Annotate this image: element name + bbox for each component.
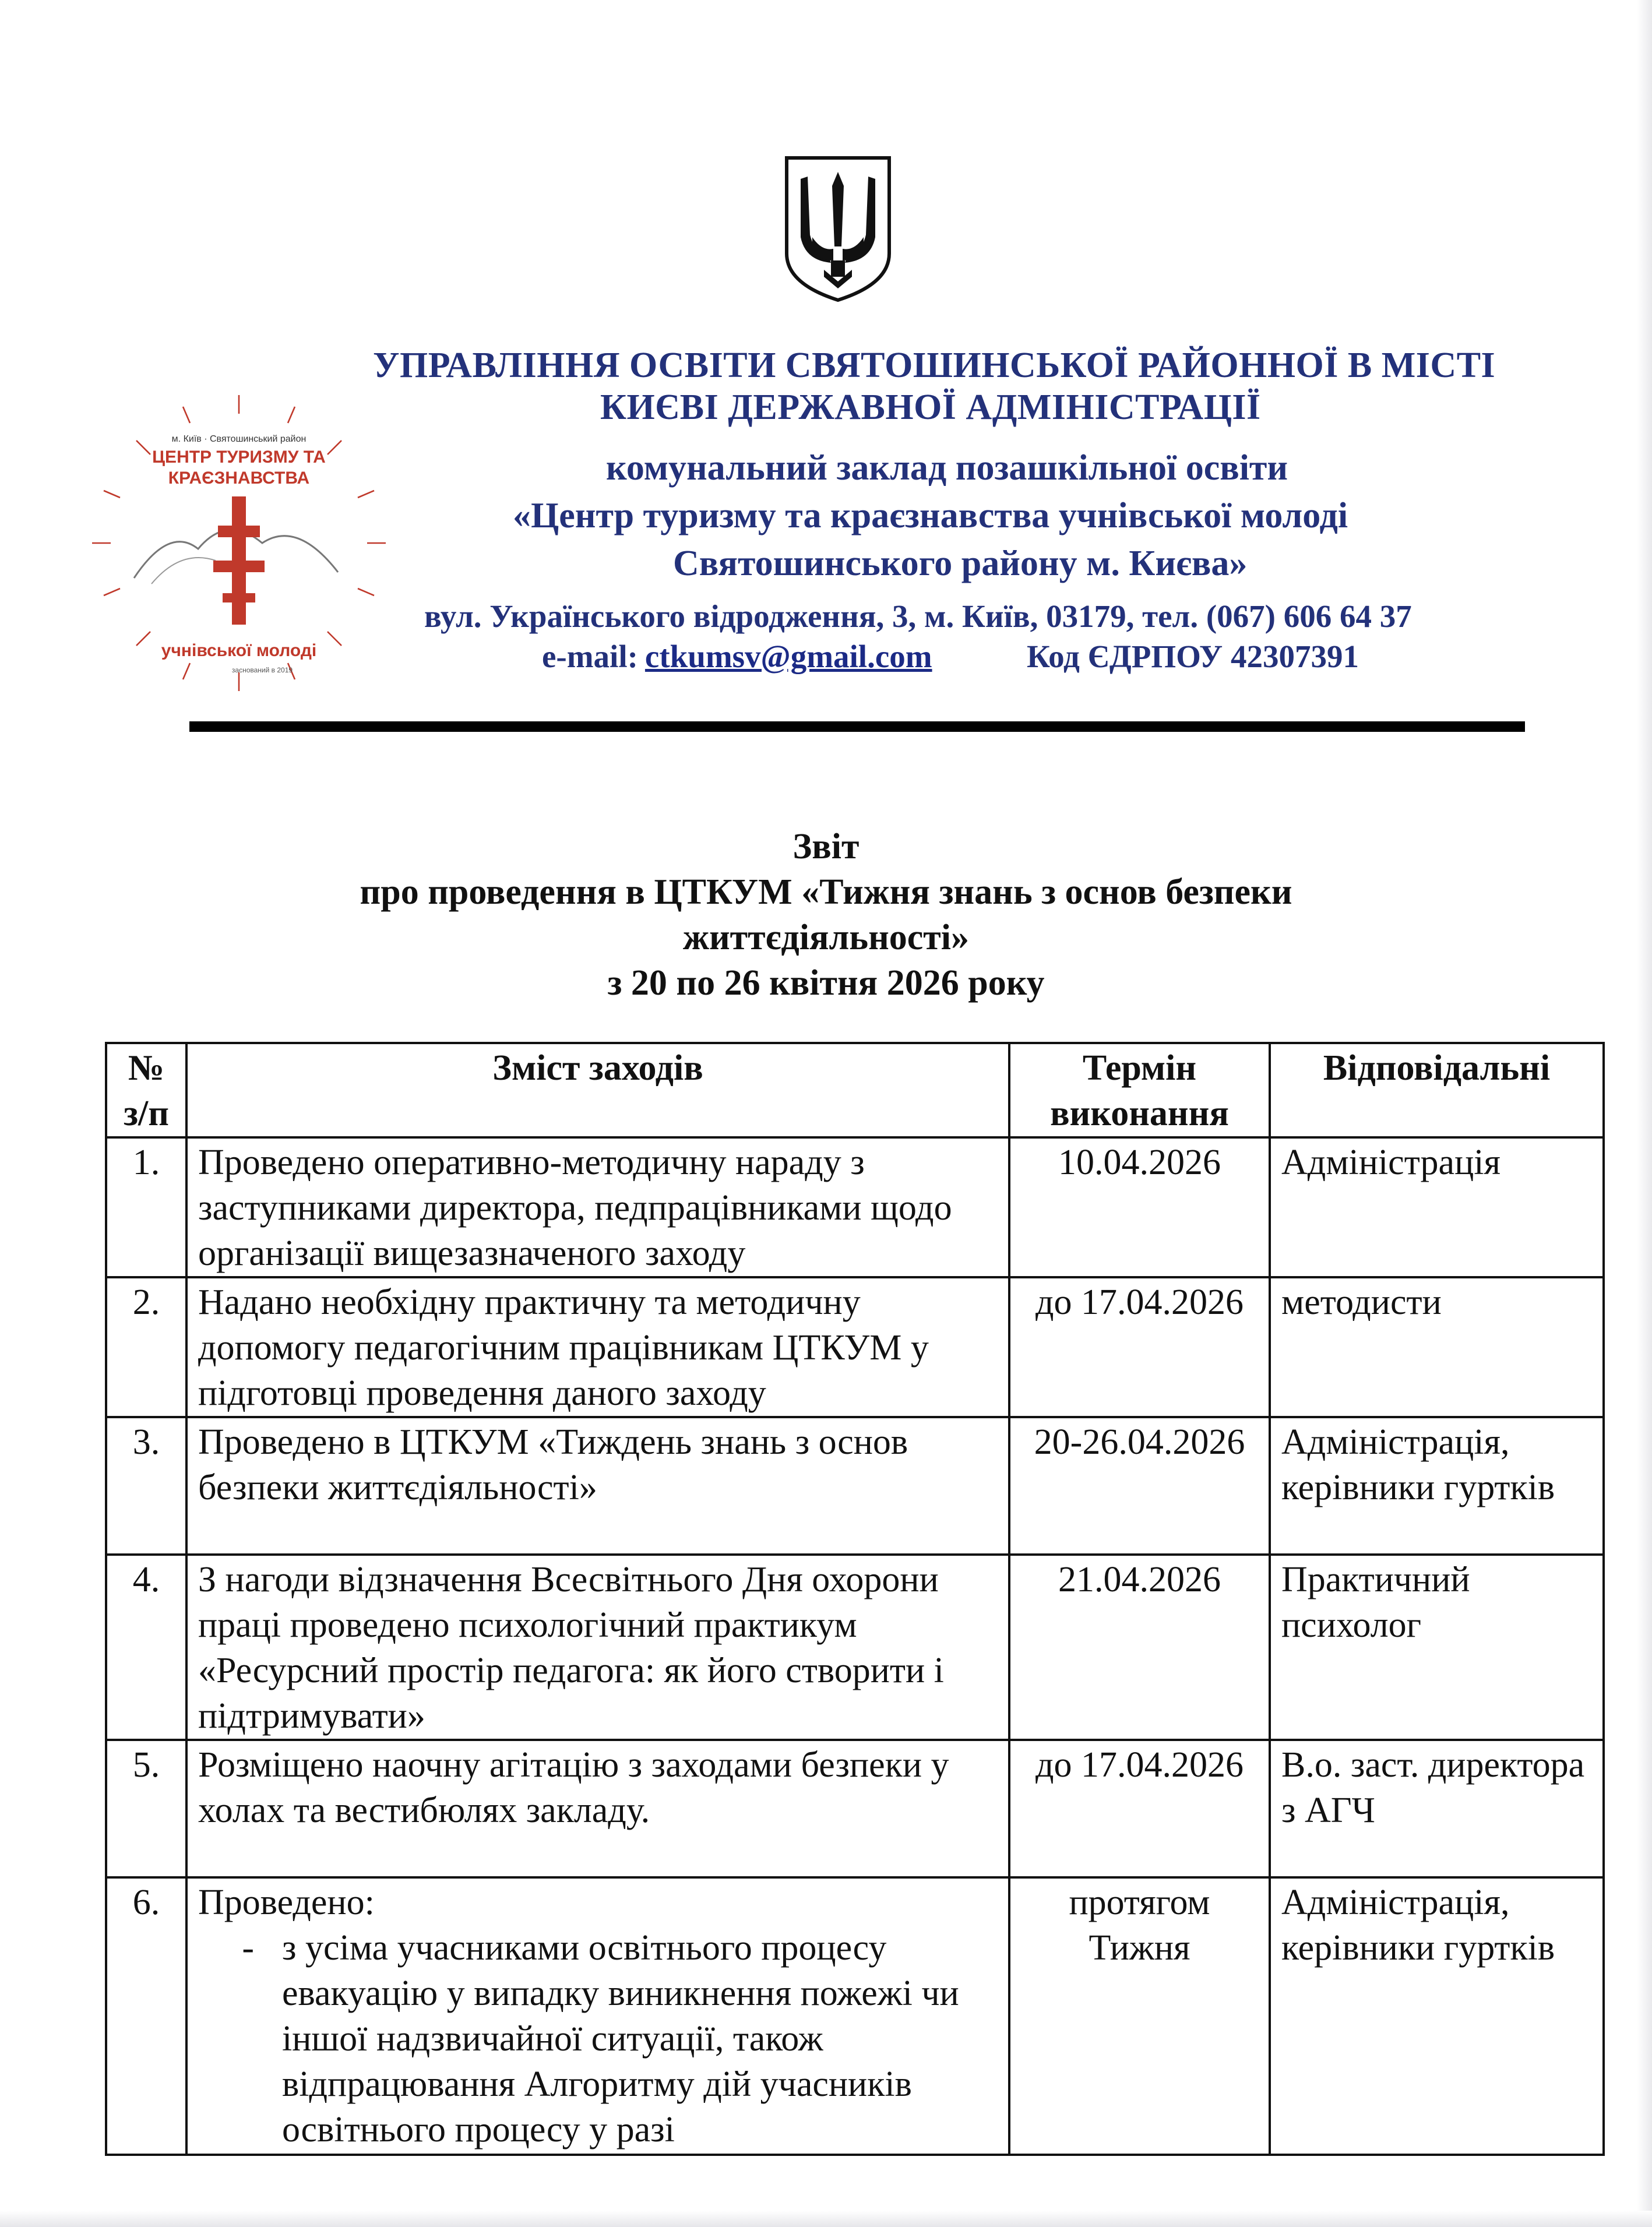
logo-bottom-text: учнівської молоді <box>161 641 317 660</box>
logo-year-text: заснований в 2019 <box>231 666 293 674</box>
row-content-intro: Проведено: <box>198 1883 375 1922</box>
institution-name-line-1: «Центр туризму та краєзнавства учнівської молоді <box>513 496 1348 535</box>
row-content <box>186 1877 1009 2155</box>
row-num: 5. <box>106 1740 186 1877</box>
report-subtitle-line-1: про проведення в ЦТКУМ «Тижня знань з основ безпеки <box>360 872 1292 912</box>
row-content: Проведено в ЦТКУМ «Тиждень знань з основ безпеки життєдіяльності» <box>186 1417 1009 1555</box>
institution-address: вул. Українського відродження, 3, м. Київ, 03179, тел. (067) 606 64 37 <box>424 598 1412 634</box>
header-divider <box>189 721 1525 732</box>
row-date: до 17.04.2026 <box>1009 1740 1270 1877</box>
edrpou-code: Код ЄДРПОУ 42307391 <box>1027 639 1359 674</box>
row-content: Розміщено наочну агітацію з заходами безпеки у холах та вестибюлях закладу. <box>186 1740 1009 1877</box>
table-row <box>106 1740 1604 1877</box>
header-content: Зміст заходів <box>186 1043 1009 1137</box>
row-content: З нагоди відзначення Всесвітнього Дня охорони праці проведено психологічний практикум «Ресурсний простір педагога: як його створити і підтримувати» <box>186 1555 1009 1740</box>
row-num: 4. <box>106 1555 186 1740</box>
logo-top-text: м. Київ · Святошинський район <box>171 434 307 444</box>
row-num: 6. <box>106 1877 186 2155</box>
row-date: 10.04.2026 <box>1009 1137 1270 1277</box>
table-row <box>106 1555 1604 1740</box>
report-title: Звіт <box>792 827 860 866</box>
row-responsible: Адміністрація, керівники гуртків <box>1270 1877 1604 2155</box>
email-link[interactable]: ctkumsv@gmail.com <box>644 639 932 674</box>
org-name-line-2: КИЄВІ ДЕРЖАВНОЇ АДМІНІСТРАЦІЇ <box>600 387 1261 427</box>
row-num: 1. <box>106 1137 186 1277</box>
row-responsible: Адміністрація, керівники гуртків <box>1270 1417 1604 1555</box>
row-content: Проведено оперативно-методичну нараду з заступниками директора, педпрацівниками щодо організації вищезазначеного заходу <box>186 1137 1009 1277</box>
table-row <box>106 1137 1604 1277</box>
logo-main-text-2: КРАЄЗНАВСТВА <box>168 468 310 488</box>
row-responsible: Адміністрація <box>1270 1137 1604 1277</box>
list-item <box>198 1925 998 2152</box>
email-line <box>542 638 932 675</box>
row-date: 20-26.04.2026 <box>1009 1417 1270 1555</box>
report-period: з 20 по 26 квітня 2026 року <box>607 963 1045 1003</box>
list-dash: - <box>242 1928 254 1968</box>
table-row <box>106 1417 1604 1555</box>
row-date: 21.04.2026 <box>1009 1555 1270 1740</box>
org-name-line-1: УПРАВЛІННЯ ОСВІТИ СВЯТОШИНСЬКОЇ РАЙОННОЇ В МІСТІ <box>373 346 1496 385</box>
institution-name-line-2: Святошинського району м. Києва» <box>673 544 1248 583</box>
table-header-row <box>106 1043 1604 1137</box>
list-item-text: з усіма учасниками освітнього процесу евакуацію у випадку виникнення пожежі чи іншої надзвичайної ситуації, також відпрацювання Алгоритму дій учасників освітнього процесу у разі <box>282 1928 959 2150</box>
institution-logo <box>87 386 390 700</box>
row-date: протягом Тижня <box>1009 1877 1270 2155</box>
row-date: до 17.04.2026 <box>1009 1277 1270 1417</box>
row-num: 2. <box>106 1277 186 1417</box>
header-num: № з/п <box>106 1043 186 1137</box>
page-edge-shadow <box>1637 0 1652 2227</box>
page-bottom-shadow <box>0 2211 1652 2227</box>
row-responsible: методисти <box>1270 1277 1604 1417</box>
table-row <box>106 1877 1604 2155</box>
row-responsible: В.о. заст. директора з АГЧ <box>1270 1740 1604 1877</box>
row-content: Надано необхідну практичну та методичну допомогу педагогічним працівникам ЦТКУМ у підготовці проведення даного заходу <box>186 1277 1009 1417</box>
table-row <box>106 1277 1604 1417</box>
report-subtitle-line-2: життєдіяльності» <box>682 918 969 957</box>
email-label: e-mail: <box>542 639 638 674</box>
row-responsible: Практичний психолог <box>1270 1555 1604 1740</box>
institution-type: комунальний заклад позашкільної освіти <box>606 448 1288 488</box>
events-table <box>105 1042 1605 2156</box>
logo-main-text-1: ЦЕНТР ТУРИЗМУ ТА <box>152 447 326 467</box>
header-date: Термін виконання <box>1009 1043 1270 1137</box>
header-responsible: Відповідальні <box>1270 1043 1604 1137</box>
row-num: 3. <box>106 1417 186 1555</box>
coat-of-arms-icon <box>780 153 896 305</box>
